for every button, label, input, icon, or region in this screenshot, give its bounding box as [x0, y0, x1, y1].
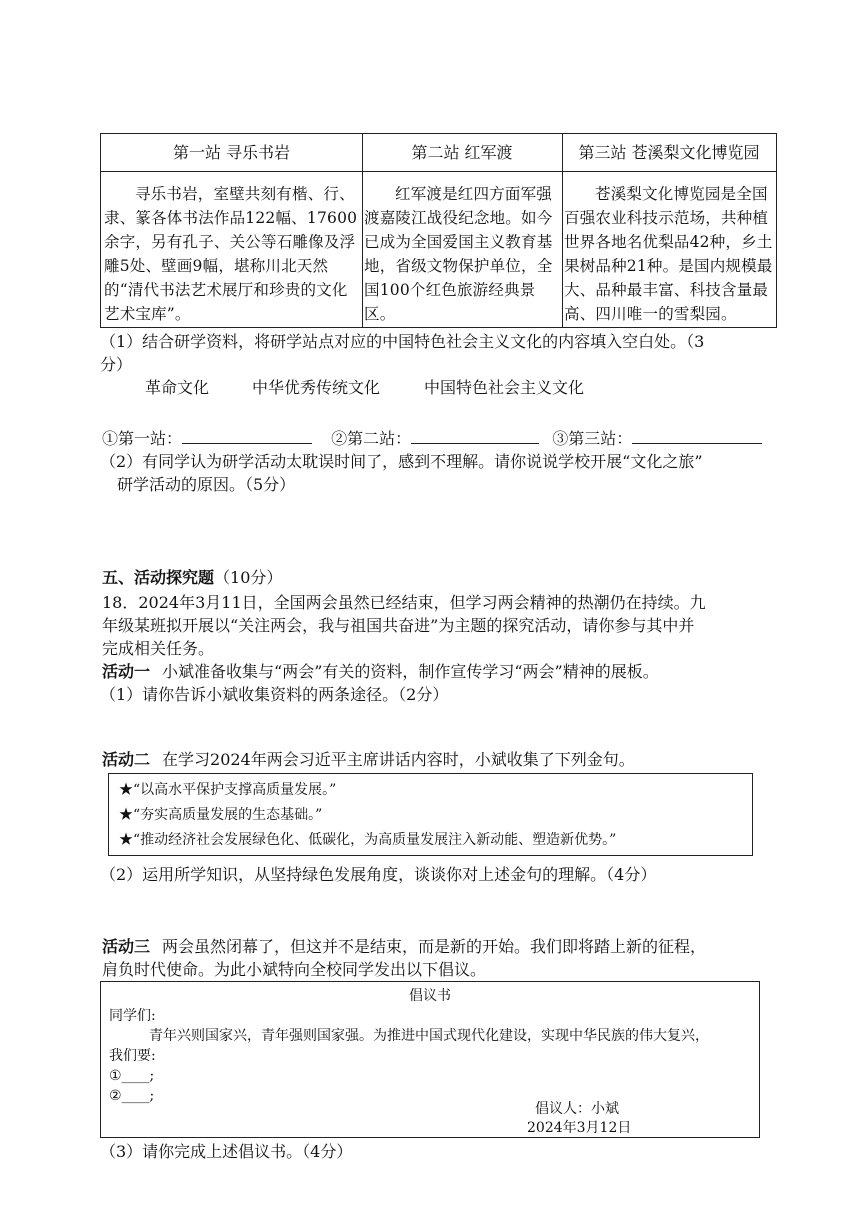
letter-item-1[interactable]: ①____;: [109, 1068, 155, 1084]
q1-blank2-label: ②第二站：: [331, 429, 412, 448]
station-table: [100, 133, 777, 328]
section-score: （10分）: [214, 568, 283, 587]
activity2-label: 活动二: [102, 750, 151, 769]
quote-1: ★“以高水平保护支撑高质量发展。”: [119, 782, 337, 798]
q1-blank1-label: ①第一站：: [102, 429, 183, 448]
letter-greeting: 同学们:: [109, 1008, 156, 1024]
letter-item-2[interactable]: ②____;: [109, 1088, 155, 1104]
station-3-title: 第三站 苍溪梨文化博览园: [562, 134, 776, 172]
letter-body-line2: 我们要:: [109, 1048, 156, 1064]
activity3-text-line2: 肩负时代使命。为此小斌特向全校同学发出以下倡议。: [102, 960, 487, 979]
letter-signer: 倡议人：小斌: [535, 1101, 619, 1117]
q18-line3: 完成相关任务。: [102, 639, 215, 658]
q1-prompt-line2: 分）: [100, 355, 133, 374]
activity3: [102, 935, 706, 958]
activity2-question: （2）运用所学知识，从坚持绿色发展角度，谈谈你对上述金句的理解。（4分）: [100, 865, 657, 884]
quote-2: ★“夯实高质量发展的生态基础。”: [119, 807, 323, 823]
activity1: [102, 660, 659, 683]
q1-prompt-line1: （1）结合研学资料，将研学站点对应的中国特色社会主义文化的内容填入空白处。（3: [100, 332, 705, 351]
q1-option-2: 中华优秀传统文化: [252, 378, 381, 397]
letter-title: 倡议书: [409, 988, 451, 1004]
quote-3: ★“推动经济社会发展绿色化、低碳化，为高质量发展注入新动能、塑造新优势。”: [119, 832, 617, 848]
station-1-title: 第一站 寻乐书岩: [101, 134, 362, 172]
activity2: [102, 748, 635, 771]
q1-blank3-line[interactable]: [632, 427, 762, 444]
section-heading: [102, 566, 282, 589]
letter-date: 2024年3月12日: [527, 1120, 632, 1136]
q2-prompt-line1: （2）有同学认为研学活动太耽误时间了，感到不理解。请你说说学校开展“文化之旅”: [100, 452, 703, 471]
activity1-label: 活动一: [102, 662, 151, 681]
q1-option-3: 中国特色社会主义文化: [424, 378, 585, 397]
activity3-text-line1: 两会虽然闭幕了，但这并不是结束，而是新的开始。我们即将踏上新的征程，: [162, 937, 707, 956]
q2-prompt-line2: 研学活动的原因。（5分）: [117, 475, 296, 494]
activity1-question: （1）请你告诉小斌收集资料的两条途径。（2分）: [100, 685, 449, 704]
column-divider: [562, 134, 563, 327]
activity3-question: （3）请你完成上述倡议书。（4分）: [100, 1142, 353, 1161]
q1-blank2-line[interactable]: [411, 427, 539, 444]
q18-line1: 18．2024年3月11日，全国两会虽然已经结束，但学习两会精神的热潮仍在持续。九: [102, 593, 706, 612]
q1-blank1-line[interactable]: [182, 427, 312, 444]
section-title: 五、活动探究题: [102, 568, 215, 587]
station-2-title: 第二站 红军渡: [362, 134, 562, 172]
activity3-label: 活动三: [102, 937, 151, 956]
proposal-letter-box: [100, 981, 760, 1138]
q1-option-1: 革命文化: [145, 378, 210, 397]
q1-answer-row: [102, 427, 762, 450]
activity2-text: 在学习2024年两会习近平主席讲话内容时，小斌收集了下列金句。: [162, 750, 635, 769]
column-divider: [362, 134, 363, 327]
q18-line2: 年级某班拟开展以“关注两会，我与祖国共奋进”为主题的探究活动，请你参与其中并: [102, 616, 695, 635]
station-2-text: 红军渡是红四方面军强渡嘉陵江战役纪念地。如今已成为全国爱国主义教育基地，省级文物保护单位，全国100个红色旅游经典景区。: [364, 185, 553, 323]
activity1-text: 小斌准备收集与“两会”有关的资料，制作宣传学习“两会”精神的展板。: [162, 662, 659, 681]
quote-box: [108, 773, 753, 856]
station-1-text: 寻乐书岩，室壁共刻有楷、行、隶、篆各体书法作品122幅、17600余字，另有孔子、关公等石雕像及浮雕5处、壁画9幅，堪称川北天然的“清代书法艺术展厅和珍贵的文化艺术宝库”。: [104, 185, 358, 323]
q1-blank3-label: ③第三站：: [552, 429, 633, 448]
letter-body-line1: 青年兴则国家兴，青年强则国家强。为推进中国式现代化建设，实现中华民族的伟大复兴，: [149, 1028, 709, 1044]
station-3-text: 苍溪梨文化博览园是全国百强农业科技示范场，共种植世界各地名优梨品42种，乡土果树品种21种。是国内规模最大、品种最丰富、科技含量最高、四川唯一的雪梨园。: [564, 185, 773, 323]
